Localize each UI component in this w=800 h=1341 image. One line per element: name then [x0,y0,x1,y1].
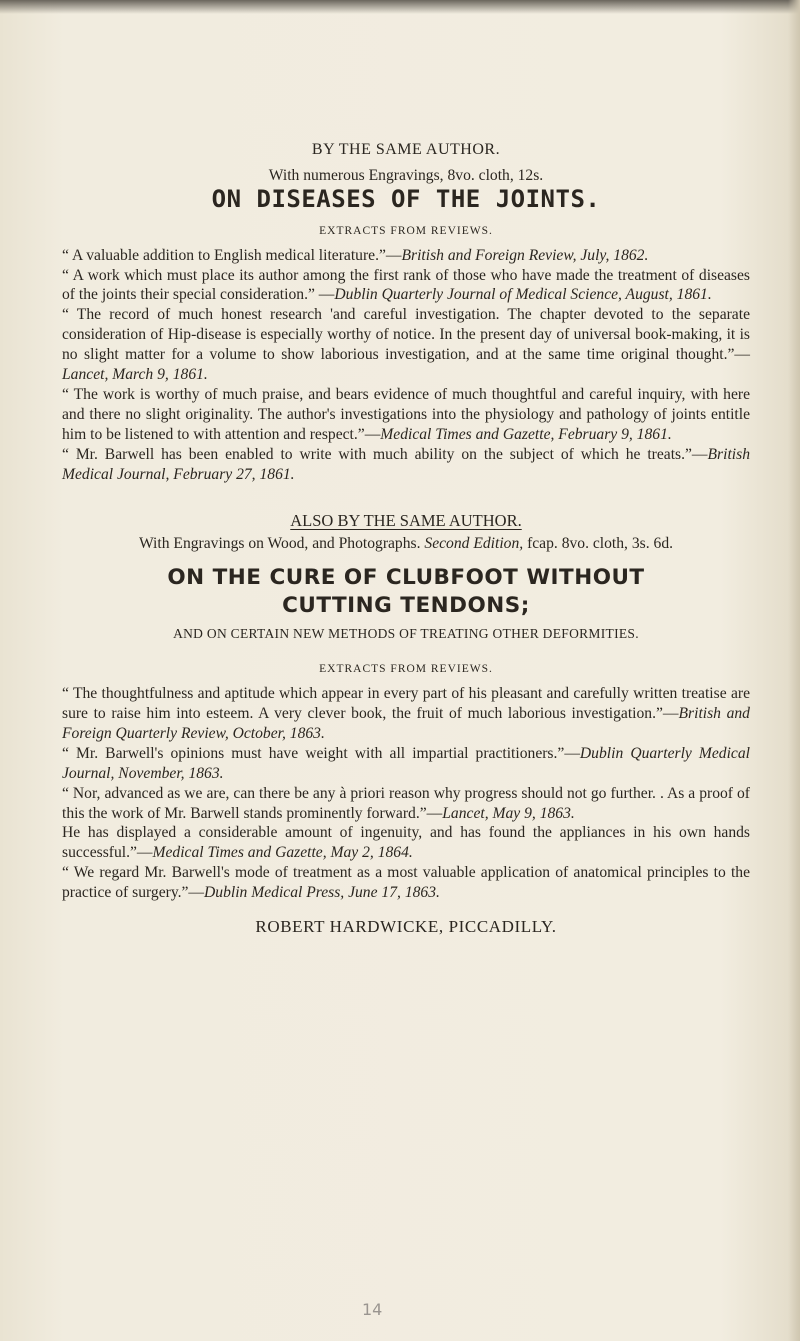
advertisement-content [62,140,750,937]
title-line-1: ON THE CURE OF CLUBFOOT WITHOUT [167,565,645,591]
review-5 [62,445,750,485]
format-text: With Engravings on Wood, and Photographs. [138,535,421,553]
review-7 [62,744,750,784]
review-4 [62,385,750,445]
review-text: “ We regard Mr. Barwell's mode of treatment as a most valuable application of anatomical principles to the practice of surgery.”— [62,864,750,902]
edition-text: Second Edition, [424,535,524,553]
format-tail-text: fcap. 8vo. cloth, 3s. 6d. [527,535,674,553]
also-by-author-heading: ALSO BY THE SAME AUTHOR. [290,510,522,530]
review-text: “ Mr. Barwell has been enabled to write with much ability on the subject of which he treats.”— [62,445,708,463]
review-text: “ Mr. Barwell's opinions must have weight with all impartial practitioners.”— [62,744,580,762]
review-source: Dublin Medical Press, June 17, 1863. [204,884,440,902]
right-page-edge [788,0,800,1341]
review-text: “ The record of much honest research 'and careful investigation. The chapter devoted to the separate consideration of Hip-disease is especially worthy of notice. In the present day of universal book-making, it is no slight matter for a volume to show laborious investigation, and at the same time original thought.”— [62,306,750,364]
review-text: “ The work is worthy of much praise, and bears evidence of much thoughtful and careful inquiry, with here and there no slight originality. The author's investigations into the physiology and pathology of joints entitle him to be listened to with attention and respect.”— [62,385,750,443]
review-source: British and Foreign Review, July, 1862. [401,246,649,264]
review-10 [62,863,750,903]
review-source: Lancet, March 9, 1861. [62,366,208,384]
review-6 [62,684,750,744]
book-subtitle: AND ON CERTAIN NEW METHODS OF TREATING OTHER DEFORMITIES. [173,626,639,642]
review-8 [62,784,750,824]
review-text: “ The thoughtfulness and aptitude which appear in every part of his pleasant and carefully written treatise are sure to raise him into esteem. A very clever book, the fruit of much laborious investigation.”— [62,685,750,723]
review-source: Medical Times and Gazette, May 2, 1864. [152,844,413,862]
extracts-heading-2: EXTRACTS FROM REVIEWS. [319,663,493,676]
review-source: British Medical Journal, February 27, 1861. [62,445,750,483]
review-1 [62,246,750,266]
title-line-2: CUTTING TENDONS; [282,593,530,619]
review-source: Dublin Quarterly Journal of Medical Science, August, 1861. [334,286,712,304]
format-line: With numerous Engravings, 8vo. cloth, 12s. [268,166,544,184]
review-2 [62,266,750,306]
format-line-2 [62,534,750,554]
review-text: “ A work which must place its author among the first rank of those who have made the treatment of diseases of the joints their special consideration.” — [62,266,750,304]
pencil-mark: 14 [362,1300,383,1319]
review-text: “ A valuable addition to English medical literature.”— [62,246,402,264]
review-3 [62,305,750,385]
review-source: Lancet, May 9, 1863. [442,804,575,822]
review-text: He has displayed a considerable amount of ingenuity, and has found the appliances in his own hands successful.”— [62,824,750,862]
top-edge-shadow [0,0,800,14]
book-title-joints: ON DISEASES OF THE JOINTS. [211,184,601,213]
review-9 [62,823,750,863]
review-text: “ Nor, advanced as we are, can there be any à priori reason why progress should not go further. . As a proof of this the work of Mr. Barwell stands prominently forward.”— [62,784,750,822]
by-same-author-heading: BY THE SAME AUTHOR. [311,141,501,158]
extracts-heading: EXTRACTS FROM REVIEWS. [319,224,493,237]
publisher-line: ROBERT HARDWICKE, PICCADILLY. [255,917,557,937]
review-source: Dublin Quarterly Medical Journal, November, 1863. [62,744,750,782]
book-title-clubfoot [62,564,750,620]
review-source: Medical Times and Gazette, February 9, 1861. [380,425,672,443]
review-source: British and Foreign Quarterly Review, October, 1863. [62,705,750,742]
